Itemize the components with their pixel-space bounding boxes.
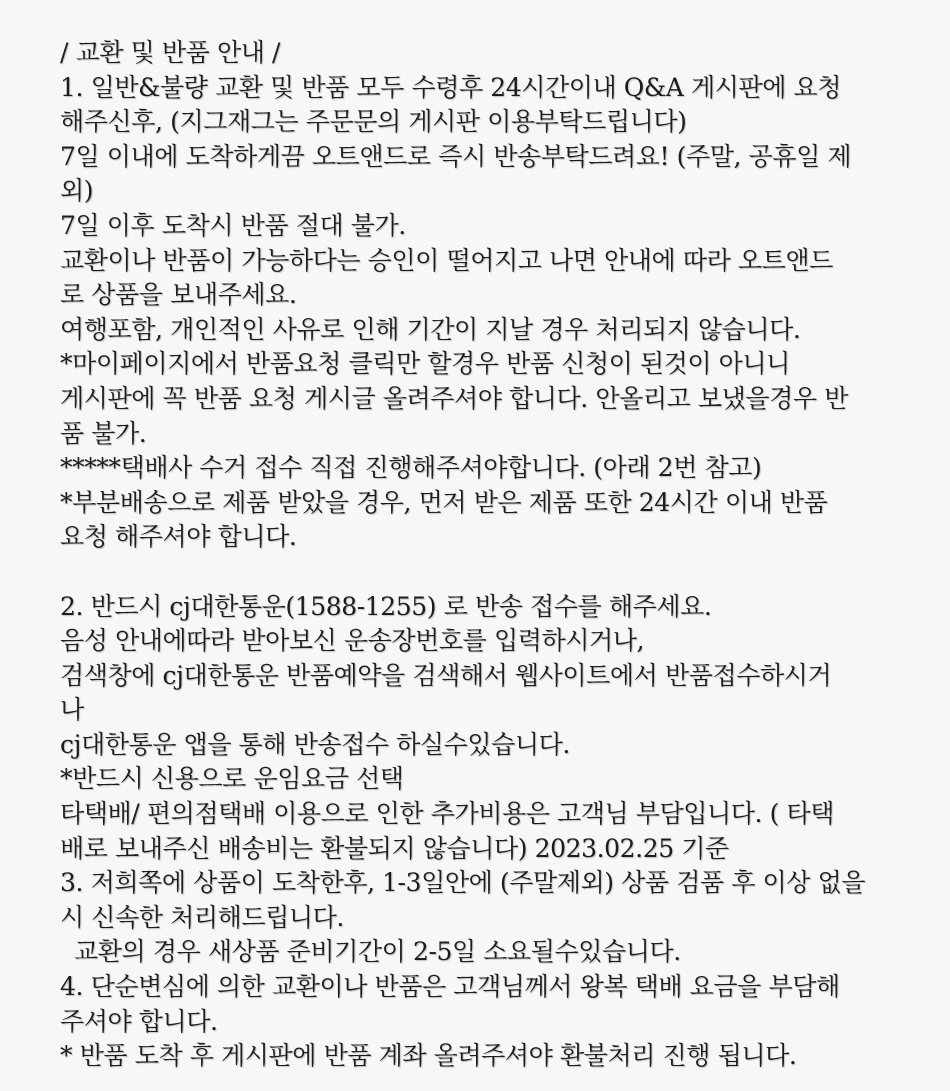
notice-line: 1. 일반&불량 교환 및 반품 모두 수령후 24시간이내 Q&A 게시판에 요청 [60,72,841,102]
notice-line: 나 [60,695,84,725]
notice-line: 타택배/ 편의점택배 이용으로 인한 추가비용은 고객님 부담입니다. ( 타택 [60,799,835,829]
notice-line: 해주신후, (지그재그는 주문문의 게시판 이용부탁드립니다) [60,107,687,137]
notice-line: 요청 해주셔야 합니다. [60,522,297,552]
notice-line: 7일 이내에 도착하게끔 오트앤드로 즉시 반송부탁드려요! (주말, 공휴일 제 [60,141,852,171]
notice-line: 품 불가. [60,418,147,448]
notice-line: 시 신속한 처리해드립니다. [60,902,344,932]
notice-line: 게시판에 꼭 반품 요청 게시글 올려주셔야 합니다. 안올리고 보냈을경우 반 [60,383,848,413]
notice-line: 2. 반드시 cj대한통운(1588-1255) 로 반송 접수를 해주세요. [60,591,712,621]
notice-line: 로 상품을 보내주세요. [60,280,297,310]
notice-line: 주셔야 합니다. [60,1006,218,1036]
notice-line: *****택배사 수거 접수 직접 진행해주셔야합니다. (아래 2번 참고) [60,453,762,483]
notice-line: *마이페이지에서 반품요청 클릭만 할경우 반품 신청이 된것이 아니니 [60,349,790,379]
notice-line: 외) [60,176,94,206]
notice-line: 여행포함, 개인적인 사유로 인해 기간이 지날 경우 처리되지 않습니다. [60,314,801,344]
notice-line: 검색창에 cj대한통운 반품예약을 검색해서 웹사이트에서 반품접수하시거 [60,660,832,690]
notice-line: *반드시 신용으로 운임요금 선택 [60,764,404,794]
notice-line: 음성 안내에따라 받아보신 운송장번호를 입력하시거나, [60,626,644,656]
notice-line: * 반품 도착 후 게시판에 반품 계좌 올려주셔야 환불처리 진행 됩니다. [60,1041,797,1071]
notice-line: 3. 저희쪽에 상품이 도착한후, 1-3일안에 (주말제외) 상품 검품 후 이상 없을 [60,868,866,898]
notice-line: 교환의 경우 새상품 준비기간이 2-5일 소요될수있습니다. [74,937,681,967]
notice-line: 4. 단순변심에 의한 교환이나 반품은 고객님께서 왕복 택배 요금을 부담해 [60,972,840,1002]
notice-line: 교환이나 반품이 가능하다는 승인이 떨어지고 나면 안내에 따라 오트앤드 [60,245,833,275]
notice-line: 7일 이후 도착시 반품 절대 불가. [60,210,406,240]
notice-line: cj대한통운 앱을 통해 반송접수 하실수있습니다. [60,729,570,759]
notice-line: 배로 보내주신 배송비는 환불되지 않습니다) 2023.02.25 기준 [60,833,729,863]
notice-line: *부분배송으로 제품 받았을 경우, 먼저 받은 제품 또한 24시간 이내 반품 [60,487,828,517]
notice-title: / 교환 및 반품 안내 / [60,38,281,67]
blank-line [60,555,910,590]
